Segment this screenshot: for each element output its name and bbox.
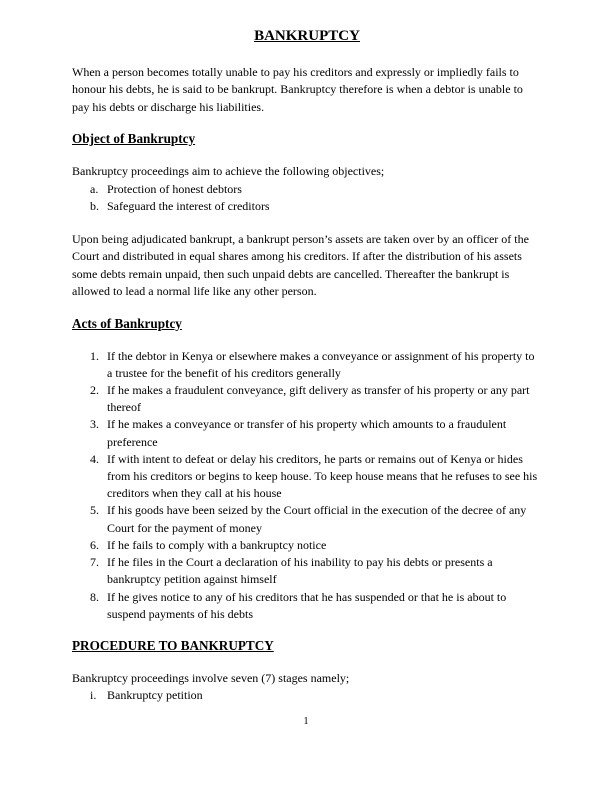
list-item: [72, 687, 542, 704]
list-item: [72, 589, 542, 623]
list-marker: 6.: [90, 537, 99, 552]
spacer: [72, 215, 542, 231]
document-page: [72, 27, 542, 705]
list-item: [72, 181, 542, 198]
list-item: [72, 416, 542, 450]
list-item-text: If he makes a fraudulent conveyance, gift delivery as transfer of his property or any part thereof: [107, 383, 530, 415]
list-item: [72, 502, 542, 536]
object-heading: Object of Bankruptcy: [72, 131, 196, 147]
list-item-text: If he fails to comply with a bankruptcy notice: [107, 537, 327, 552]
list-marker: 3.: [90, 417, 99, 432]
list-marker: 7.: [90, 555, 99, 570]
list-item-text: If the debtor in Kenya or elsewhere makes a conveyance or assignment of his property to a trustee for the benefit of his creditors generally: [107, 348, 535, 380]
list-marker: 4.: [90, 451, 99, 466]
list-marker: a.: [90, 181, 99, 196]
list-item: [72, 198, 542, 215]
list-item: [72, 382, 542, 416]
document-title: BANKRUPTCY: [254, 28, 360, 44]
list-marker: 2.: [90, 383, 99, 398]
object-list: [72, 181, 542, 215]
list-marker: 1.: [90, 348, 99, 363]
list-item-text: If he files in the Court a declaration of his inability to pay his debts or presents a bankruptcy petition against himself: [107, 555, 493, 587]
object-after-paragraph: Upon being adjudicated bankrupt, a bankrupt person’s assets are taken over by an officer of the Court and distributed in equal shares among his creditors. If after the distribution of his assets some debts remain unpaid, then such unpaid debts are cancelled. Thereafter the bankrupt is allowed to lead a normal life like any other person.: [72, 232, 529, 299]
list-marker: 5.: [90, 503, 99, 518]
list-marker: b.: [90, 198, 99, 213]
list-item: [72, 451, 542, 503]
intro-paragraph: When a person becomes totally unable to pay his creditors and expressly or impliedly fails to honour his debts, he is said to be bankrupt. Bankruptcy therefore is when a debtor is unable to pay his debts or discharge his liabilities.: [72, 65, 523, 114]
acts-list: [72, 348, 542, 623]
list-item-text: If with intent to defeat or delay his creditors, he parts or remains out of Kenya or hides from his creditors or begins to keep house. To keep house means that he refuses to see his creditors when they call at his house: [107, 451, 538, 501]
page-number: 1: [303, 716, 309, 727]
list-item: [72, 554, 542, 588]
procedure-list: [72, 687, 542, 704]
object-lead: Bankruptcy proceedings aim to achieve the following objectives;: [72, 164, 385, 179]
list-item-text: Safeguard the interest of creditors: [107, 198, 270, 213]
procedure-heading: PROCEDURE TO BANKRUPTCY: [72, 637, 274, 653]
list-item-text: If he makes a conveyance or transfer of his property which amounts to a fraudulent preference: [107, 417, 507, 449]
list-item: [72, 348, 542, 382]
list-item: [72, 537, 542, 554]
list-item-text: If he gives notice to any of his creditors that he has suspended or that he is about to suspend payments of his debts: [107, 589, 507, 621]
list-item-text: If his goods have been seized by the Court official in the execution of the decree of any Court for the payment of money: [107, 503, 527, 535]
list-marker: i.: [90, 688, 97, 703]
list-item-text: Protection of honest debtors: [107, 181, 242, 196]
list-marker: 8.: [90, 589, 99, 604]
list-item-text: Bankruptcy petition: [107, 688, 203, 703]
acts-heading: Acts of Bankruptcy: [72, 315, 182, 331]
procedure-lead: Bankruptcy proceedings involve seven (7) stages namely;: [72, 670, 350, 685]
